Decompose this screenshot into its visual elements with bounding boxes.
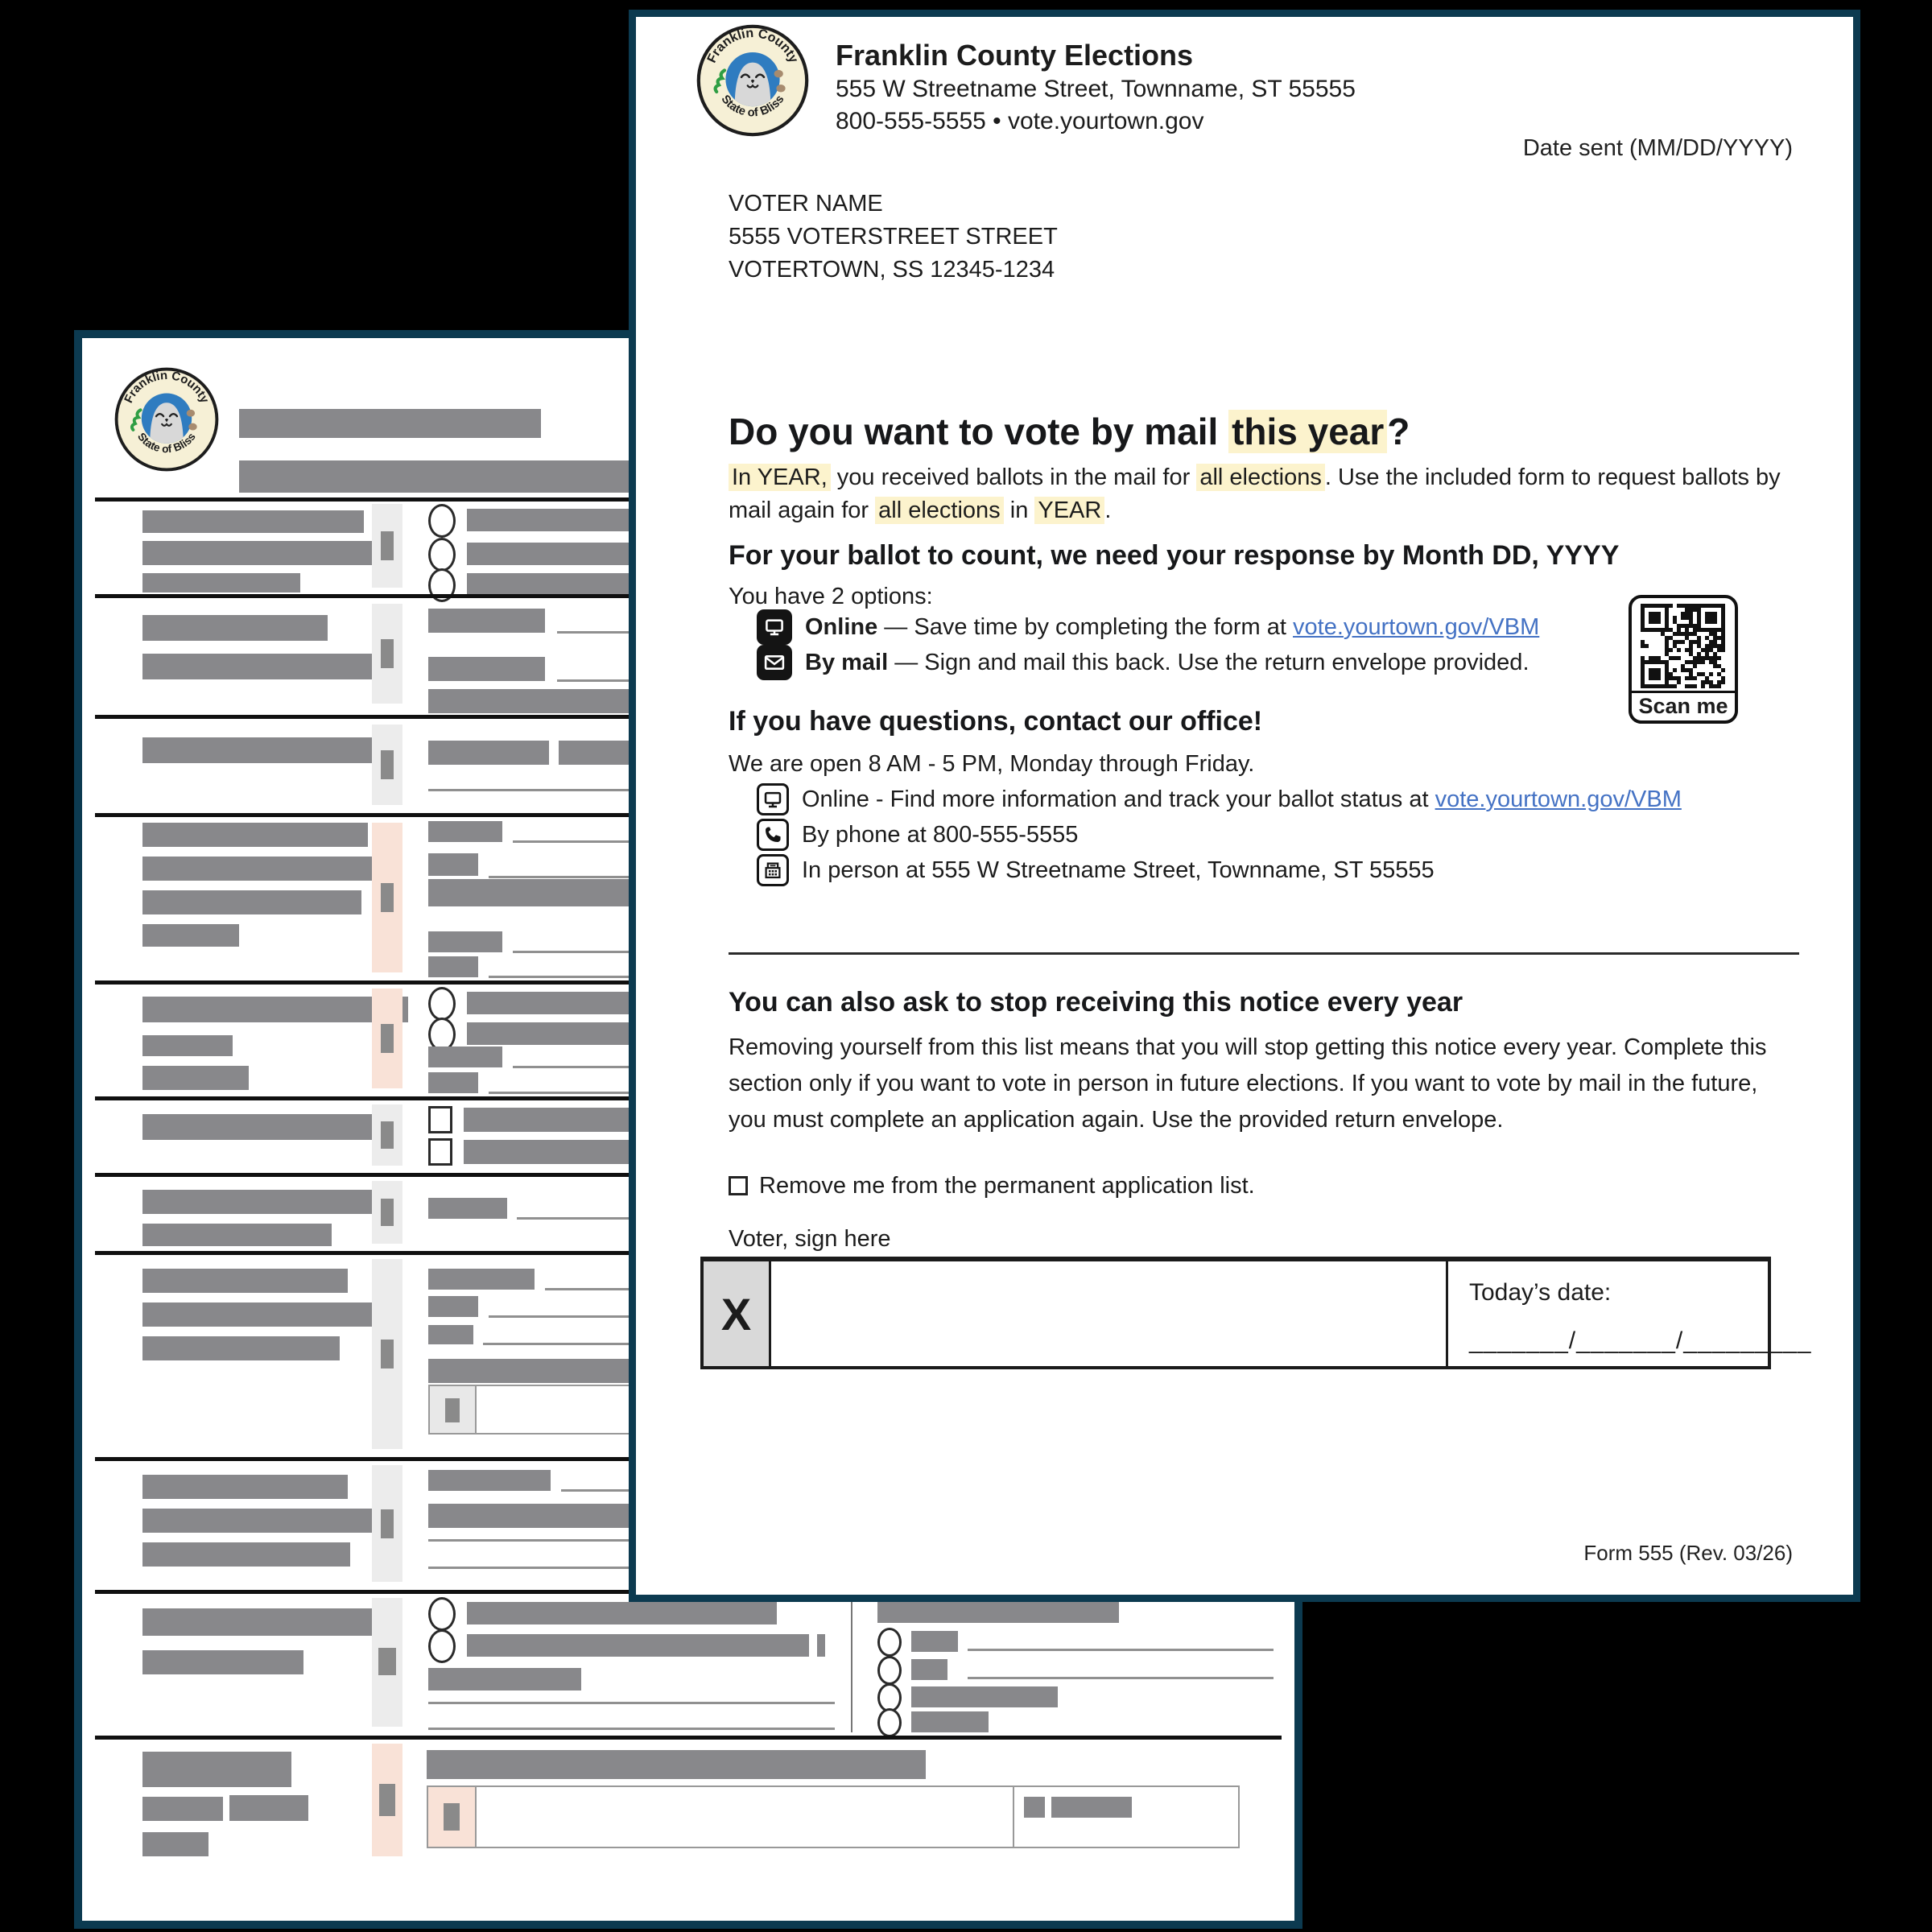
sign-prompt: Voter, sign here [729, 1226, 891, 1252]
stop-notice-heading: You can also ask to stop receiving this notice every year [729, 987, 1463, 1018]
contact-online-text: Online - Find more information and track your ballot status at [802, 786, 1435, 812]
placeholder-field-label [428, 1198, 507, 1219]
placeholder-field-label [428, 1296, 478, 1317]
field-line [968, 1649, 1274, 1651]
vbm-link[interactable]: vote.yourtown.gov/VBM [1293, 613, 1540, 640]
placeholder-field-label [428, 1470, 551, 1491]
monitor-outline-icon [757, 783, 789, 815]
placeholder-option [467, 1602, 777, 1624]
form-number: Form 555 (Rev. 03/26) [1583, 1541, 1793, 1565]
radio-placeholder [877, 1656, 902, 1685]
placeholder-label [142, 890, 361, 914]
placeholder-label [142, 1509, 378, 1533]
placeholder-label [142, 1035, 233, 1056]
placeholder-field-label [428, 1269, 535, 1290]
vbm-link[interactable]: vote.yourtown.gov/VBM [1435, 786, 1682, 812]
placeholder-option [911, 1659, 947, 1680]
placeholder-note [427, 1750, 926, 1779]
placeholder-label [142, 541, 389, 565]
placeholder-label [142, 857, 384, 881]
placeholder-field-label [428, 609, 545, 633]
qr-pattern [1641, 604, 1726, 689]
remove-me-label: Remove me from the permanent application list. [759, 1173, 1255, 1199]
placeholder-option [911, 1711, 989, 1732]
step-strip [372, 1181, 402, 1244]
placeholder-option [911, 1631, 958, 1652]
placeholder-label [142, 510, 364, 533]
placeholder-label [142, 1224, 332, 1246]
county-seal-logo [114, 367, 219, 472]
contact-in-person-text: In person at 555 W Streetname Street, Townname, ST 55555 [802, 857, 1435, 883]
radio-placeholder [428, 538, 456, 572]
checkbox-placeholder [428, 1138, 452, 1166]
placeholder-label [142, 1650, 303, 1674]
placeholder-option [911, 1686, 1058, 1707]
org-address: 555 W Streetname Street, Townname, ST 55555 [836, 76, 1356, 102]
recipient-street: 5555 VOTERSTREET STREET [729, 224, 1058, 250]
placeholder-field-label [428, 1072, 478, 1093]
date-sent-label: Date sent (MM/DD/YYYY) [1522, 135, 1793, 161]
option-mail-label: By mail [805, 649, 889, 675]
step-strip [372, 504, 402, 588]
option-mail-text: — Sign and mail this back. Use the return envelope provided. [888, 649, 1530, 675]
step-strip [372, 1465, 402, 1582]
placeholder-label [142, 615, 328, 641]
intro-paragraph: In YEAR, you received ballots in the mail for all elections . Use the included form to request ballots by mail again for all elections in YEAR . [729, 464, 1781, 523]
placeholder-field-label [428, 821, 502, 842]
placeholder-field-label [428, 1668, 581, 1690]
placeholder-label [142, 823, 368, 847]
date-blanks[interactable]: _______/_______/_________ [1469, 1327, 1812, 1354]
building-icon [757, 854, 789, 886]
monitor-icon [757, 609, 792, 645]
placeholder-field-label [428, 956, 478, 977]
radio-placeholder [428, 987, 456, 1021]
step-strip [372, 1259, 402, 1449]
contact-in-person [757, 854, 1435, 886]
placeholder-field-label [428, 853, 478, 876]
step-strip [372, 1104, 402, 1166]
contact-phone [757, 819, 1078, 851]
option-by-mail [757, 645, 1530, 680]
placeholder-field-label [428, 1046, 502, 1067]
remove-me-checkbox[interactable] [729, 1176, 748, 1195]
deadline-heading: For your ballot to count, we need your response by Month DD, YYYY [729, 540, 1620, 571]
signature-box-placeholder [427, 1785, 1240, 1848]
contact-phone-text: By phone at 800-555-5555 [802, 821, 1079, 848]
step-strip [372, 989, 402, 1088]
options-intro: You have 2 options: [729, 584, 933, 609]
placeholder-field-label [428, 657, 545, 681]
placeholder-label [142, 1608, 384, 1636]
signature-x-cell: X [704, 1261, 771, 1366]
placeholder-label [142, 737, 384, 763]
letterhead [836, 38, 1356, 138]
office-hours: We are open 8 AM - 5 PM, Monday through Friday. [729, 751, 1255, 777]
envelope-icon [757, 645, 792, 680]
field-line [428, 1728, 835, 1730]
placeholder-label [142, 1752, 291, 1787]
org-contact: 800-555-5555 • vote.yourtown.gov [836, 108, 1204, 134]
section-divider [95, 1736, 1282, 1740]
placeholder-label [229, 1795, 308, 1821]
placeholder-field-label [428, 741, 549, 765]
placeholder-label [142, 1269, 348, 1293]
recipient-city: VOTERTOWN, SS 12345-1234 [729, 257, 1055, 283]
recipient-name: VOTER NAME [729, 191, 883, 217]
signature-box [700, 1257, 1812, 1369]
front-page-letter [629, 10, 1860, 1602]
placeholder-title-bar [239, 409, 541, 438]
signature-field[interactable] [771, 1261, 1446, 1366]
placeholder-option [467, 1634, 809, 1657]
placeholder-label [142, 1066, 249, 1090]
todays-date-label: Today’s date: [1469, 1279, 1612, 1306]
phone-icon [757, 819, 789, 851]
placeholder-field-label [428, 1325, 473, 1344]
qr-label: Scan me [1632, 691, 1735, 719]
step-strip [372, 1598, 402, 1727]
step-strip [372, 724, 402, 805]
radio-placeholder [428, 504, 456, 538]
placeholder-label [142, 1475, 348, 1499]
contact-online [757, 783, 1682, 815]
placeholder-label [142, 1190, 372, 1214]
radio-placeholder [428, 1597, 456, 1631]
placeholder-label [142, 924, 239, 947]
questions-heading: If you have questions, contact our office! [729, 706, 1263, 737]
option-online-label: Online [805, 613, 878, 640]
placeholder-label [142, 654, 389, 679]
org-name: Franklin County Elections [836, 39, 1194, 72]
placeholder-label [142, 1797, 223, 1821]
option-online [757, 609, 1539, 645]
placeholder-field-label [428, 931, 502, 952]
date-cell [1446, 1261, 1812, 1366]
radio-placeholder [877, 1708, 902, 1737]
step-strip [372, 604, 402, 704]
qr-code[interactable] [1629, 595, 1738, 724]
placeholder-option [817, 1634, 825, 1657]
placeholder-label [142, 997, 408, 1022]
placeholder-label [142, 573, 300, 592]
checkbox-placeholder [428, 1106, 452, 1133]
radio-placeholder [428, 1629, 456, 1663]
field-line [428, 1702, 835, 1704]
radio-placeholder [877, 1628, 902, 1657]
placeholder-label [142, 1114, 384, 1140]
stop-notice-body: Removing yourself from this list means that you will stop getting this notice every year. Complete this section only if you want to vote in person in future elections. If you want to vote by mail in the future, you must complete an application again. Use the provided return envelope. [729, 1034, 1767, 1133]
placeholder-label [142, 1336, 340, 1360]
placeholder-label [142, 1832, 208, 1856]
placeholder-label [142, 1302, 372, 1327]
recipient-address-block [729, 188, 1058, 287]
step-strip [372, 1744, 402, 1856]
county-seal-logo [696, 24, 809, 137]
column-divider [851, 1594, 852, 1732]
remove-me-row [729, 1170, 1255, 1203]
step-strip [372, 823, 402, 972]
field-line [968, 1677, 1274, 1679]
placeholder-label [142, 1542, 350, 1567]
option-online-text: — Save time by completing the form at [877, 613, 1294, 640]
page-title: Do you want to vote by mail this year? [729, 411, 1410, 452]
section-rule [729, 952, 1799, 955]
